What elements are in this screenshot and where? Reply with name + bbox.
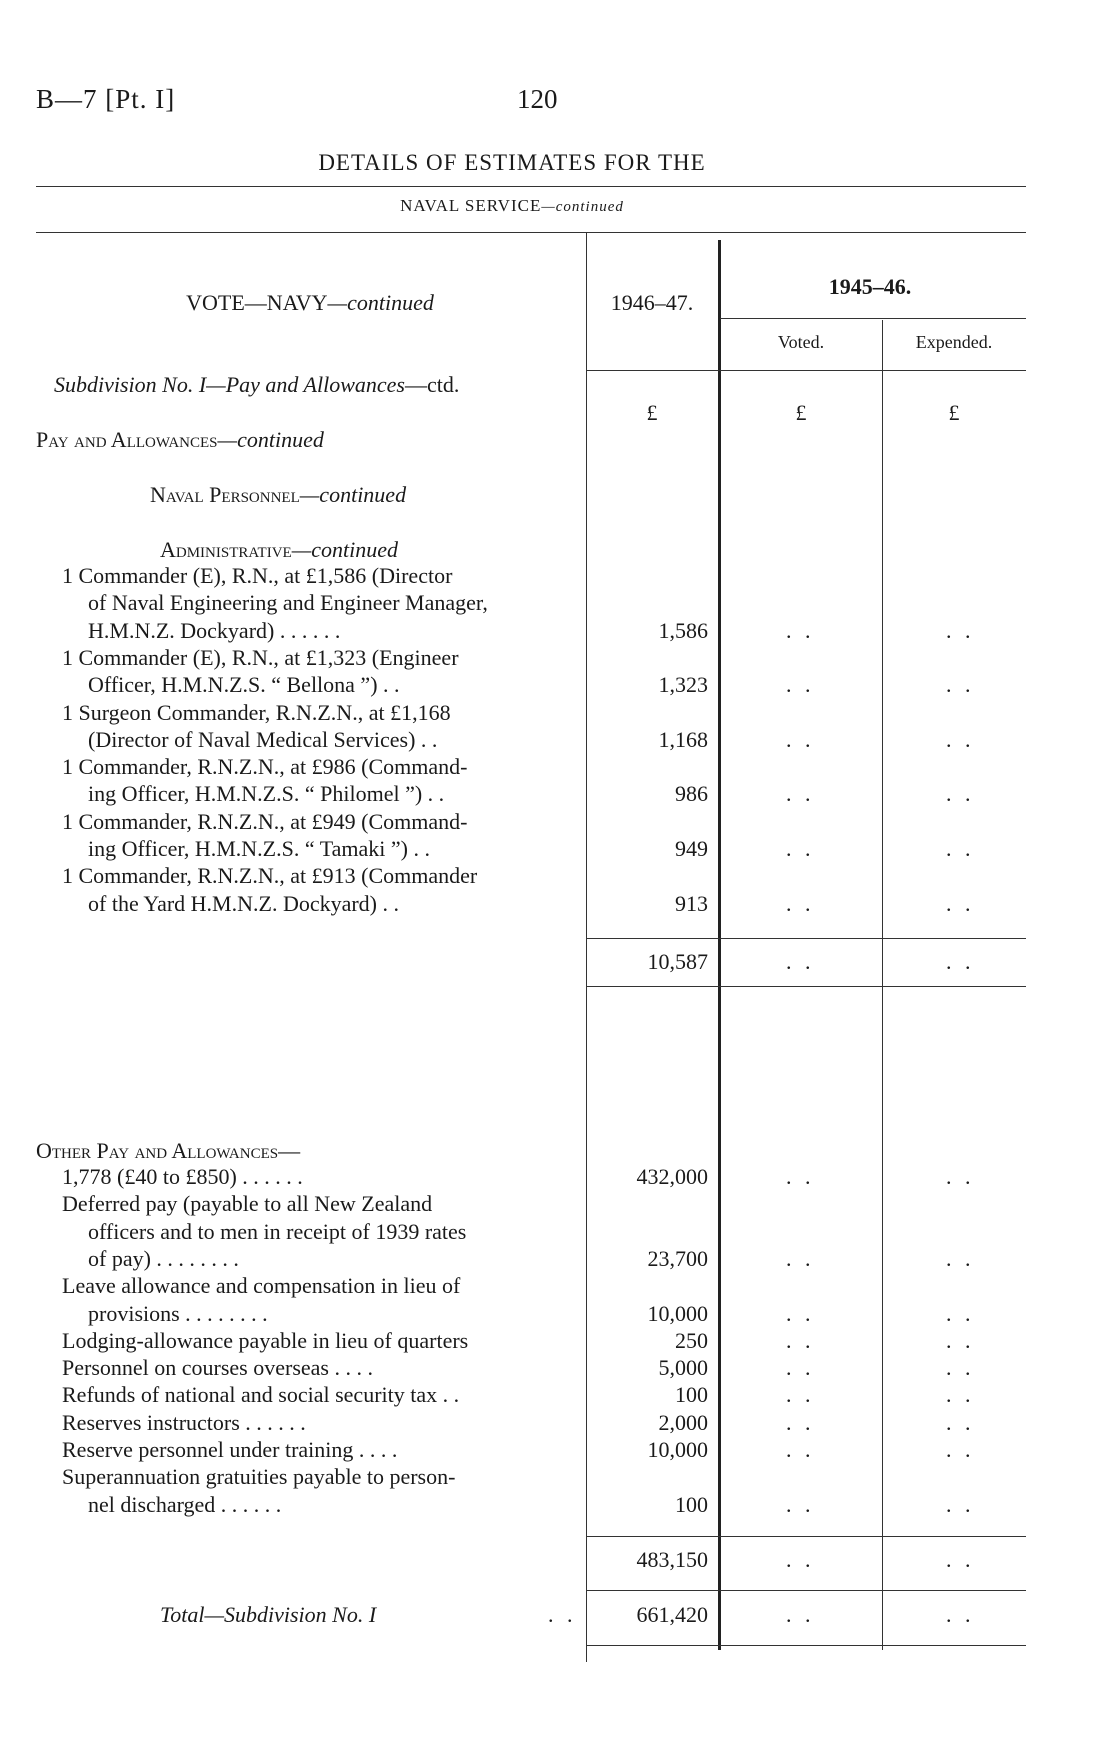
item-amount-1946-47: 23,700 xyxy=(647,1245,708,1271)
item-description-line: 1 Commander (E), R.N., at £1,323 (Engineer xyxy=(62,644,459,670)
other-pay-heading: Other Pay and Allowances— xyxy=(36,1138,301,1163)
admin-subtotal-voted: . . xyxy=(786,949,815,974)
item-voted-empty: . . xyxy=(786,1491,815,1517)
column-header-1945-46: 1945–46. xyxy=(828,274,912,299)
total-label: Total—Subdivision No. I xyxy=(160,1602,377,1627)
currency-expended: £ xyxy=(948,400,960,425)
item-description-line: Reserve personnel under training . . . . xyxy=(62,1437,398,1462)
header-bottom-rule xyxy=(586,370,1026,371)
item-expended-empty: . . xyxy=(946,1409,975,1435)
item-description-line: nel discharged . . . . . . xyxy=(88,1491,282,1517)
item-amount-1946-47: 5,000 xyxy=(658,1355,708,1381)
item-description-line: 1,778 (£40 to £850) . . . . . . xyxy=(62,1164,303,1189)
other-subtotal-rule xyxy=(586,1536,1026,1537)
item-amount-1946-47: 250 xyxy=(675,1327,708,1353)
pay-allowances-heading: Pay and Allowances—continued xyxy=(36,427,324,452)
total-bottom-rule xyxy=(586,1645,1026,1646)
item-description-line: Reserves instructors . . . . . . xyxy=(62,1409,306,1435)
item-description-line: Refunds of national and social security tax . . xyxy=(62,1382,460,1408)
admin-subtotal-bottom-rule xyxy=(586,986,1026,987)
item-voted-empty: . . xyxy=(786,1164,815,1189)
item-expended-empty: . . xyxy=(946,1300,975,1326)
item-expended-empty: . . xyxy=(946,1164,975,1189)
item-expended-empty: . . xyxy=(946,781,975,807)
item-amount-1946-47: 10,000 xyxy=(647,1300,708,1326)
item-amount-1946-47: 100 xyxy=(675,1382,708,1408)
section-subtitle: NAVAL SERVICE—continued xyxy=(400,196,624,215)
total-voted: . . xyxy=(786,1602,815,1627)
item-description-line: ing Officer, H.M.N.Z.S. “ Tamaki ”) . . xyxy=(88,836,430,861)
item-description-line: 1 Commander, R.N.Z.N., at £913 (Commander xyxy=(62,863,478,889)
item-voted-empty: . . xyxy=(786,1437,815,1462)
other-subtotal-expended: . . xyxy=(946,1547,975,1572)
item-amount-1946-47: 10,000 xyxy=(647,1437,708,1462)
item-expended-empty: . . xyxy=(946,1355,975,1381)
other-subtotal-voted: . . xyxy=(786,1547,815,1572)
subtitle-rule xyxy=(36,232,1026,233)
item-description-line: (Director of Naval Medical Services) . . xyxy=(88,726,438,752)
item-amount-1946-47: 1,586 xyxy=(658,617,708,643)
item-description-line: of Naval Engineering and Engineer Manager, xyxy=(88,590,488,616)
item-expended-empty: . . xyxy=(946,1327,975,1353)
item-description-line: Lodging-allowance payable in lieu of quarters xyxy=(62,1327,469,1353)
currency-1946: £ xyxy=(646,400,658,425)
item-description-line: ing Officer, H.M.N.Z.S. “ Philomel ”) . . xyxy=(88,781,445,807)
item-amount-1946-47: 1,323 xyxy=(658,672,708,698)
item-expended-empty: . . xyxy=(946,1382,975,1408)
naval-personnel-heading: Naval Personnel—continued xyxy=(150,482,407,507)
item-description-line: Deferred pay (payable to all New Zealand xyxy=(62,1191,433,1217)
item-description-line: H.M.N.Z. Dockyard) . . . . . . xyxy=(88,617,341,643)
item-voted-empty: . . xyxy=(786,1327,815,1353)
total-expended: . . xyxy=(946,1602,975,1627)
item-expended-empty: . . xyxy=(946,726,975,752)
header-split-rule xyxy=(720,318,1026,319)
item-amount-1946-47: 432,000 xyxy=(636,1164,708,1189)
item-description-line: Superannuation gratuities payable to person- xyxy=(62,1464,456,1490)
item-voted-empty: . . xyxy=(786,617,815,643)
vote-title: VOTE—NAVY—continued xyxy=(186,290,434,315)
item-description-line: officers and to men in receipt of 1939 rates xyxy=(88,1218,467,1244)
item-amount-1946-47: 2,000 xyxy=(658,1409,708,1435)
other-subtotal-bottom-rule xyxy=(586,1590,1026,1591)
item-voted-empty: . . xyxy=(786,1300,815,1326)
item-amount-1946-47: 949 xyxy=(675,836,708,861)
other-subtotal: 483,150 xyxy=(636,1547,708,1572)
item-description-line: 1 Commander, R.N.Z.N., at £986 (Command- xyxy=(62,754,468,780)
item-description-line: Leave allowance and compensation in lieu of xyxy=(62,1273,461,1299)
item-voted-empty: . . xyxy=(786,890,815,916)
item-expended-empty: . . xyxy=(946,1491,975,1517)
total-amount: 661,420 xyxy=(636,1602,708,1627)
column-header-voted: Voted. xyxy=(777,332,825,352)
item-description-line: Personnel on courses overseas . . . . xyxy=(62,1355,373,1381)
item-expended-empty: . . xyxy=(946,617,975,643)
item-description-line: of pay) . . . . . . . . xyxy=(88,1245,239,1271)
column-divider-1946 xyxy=(718,240,721,1650)
document-reference: B—7 [Pt. I] xyxy=(36,84,176,114)
item-expended-empty: . . xyxy=(946,836,975,861)
subdivision-heading: Subdivision No. I—Pay and Allowances—ctd. xyxy=(54,372,460,397)
item-voted-empty: . . xyxy=(786,1409,815,1435)
item-amount-1946-47: 1,168 xyxy=(658,726,708,752)
item-description-line: 1 Commander, R.N.Z.N., at £949 (Command- xyxy=(62,808,468,834)
item-description-line: Officer, H.M.N.Z.S. “ Bellona ”) . . xyxy=(88,672,400,698)
admin-subtotal: 10,587 xyxy=(647,949,708,974)
item-description-line: 1 Surgeon Commander, R.N.Z.N., at £1,168 xyxy=(62,699,451,725)
admin-subtotal-rule xyxy=(586,938,1026,939)
column-divider-voted xyxy=(882,320,883,1650)
page-number: 120 xyxy=(517,84,558,114)
item-description-line: 1 Commander (E), R.N., at £1,586 (Director xyxy=(62,563,453,588)
item-expended-empty: . . xyxy=(946,1245,975,1271)
item-voted-empty: . . xyxy=(786,672,815,698)
item-voted-empty: . . xyxy=(786,836,815,861)
total-leader: . . xyxy=(548,1602,577,1627)
currency-voted: £ xyxy=(795,400,807,425)
admin-subtotal-expended: . . xyxy=(946,949,975,974)
item-amount-1946-47: 100 xyxy=(675,1491,708,1517)
page-title: DETAILS OF ESTIMATES FOR THE xyxy=(318,150,706,175)
item-amount-1946-47: 913 xyxy=(675,890,708,916)
title-rule xyxy=(36,186,1026,187)
item-voted-empty: . . xyxy=(786,1245,815,1271)
column-header-1946-47: 1946–47. xyxy=(610,290,694,315)
item-expended-empty: . . xyxy=(946,1437,975,1462)
item-expended-empty: . . xyxy=(946,890,975,916)
item-expended-empty: . . xyxy=(946,672,975,698)
item-amount-1946-47: 986 xyxy=(675,781,708,807)
item-voted-empty: . . xyxy=(786,1382,815,1408)
item-description-line: of the Yard H.M.N.Z. Dockyard) . . xyxy=(88,890,400,916)
item-description-line: provisions . . . . . . . . xyxy=(88,1300,268,1326)
item-voted-empty: . . xyxy=(786,1355,815,1381)
column-header-expended: Expended. xyxy=(915,332,993,352)
administrative-heading: Administrative—continued xyxy=(160,537,399,562)
item-voted-empty: . . xyxy=(786,726,815,752)
item-voted-empty: . . xyxy=(786,781,815,807)
